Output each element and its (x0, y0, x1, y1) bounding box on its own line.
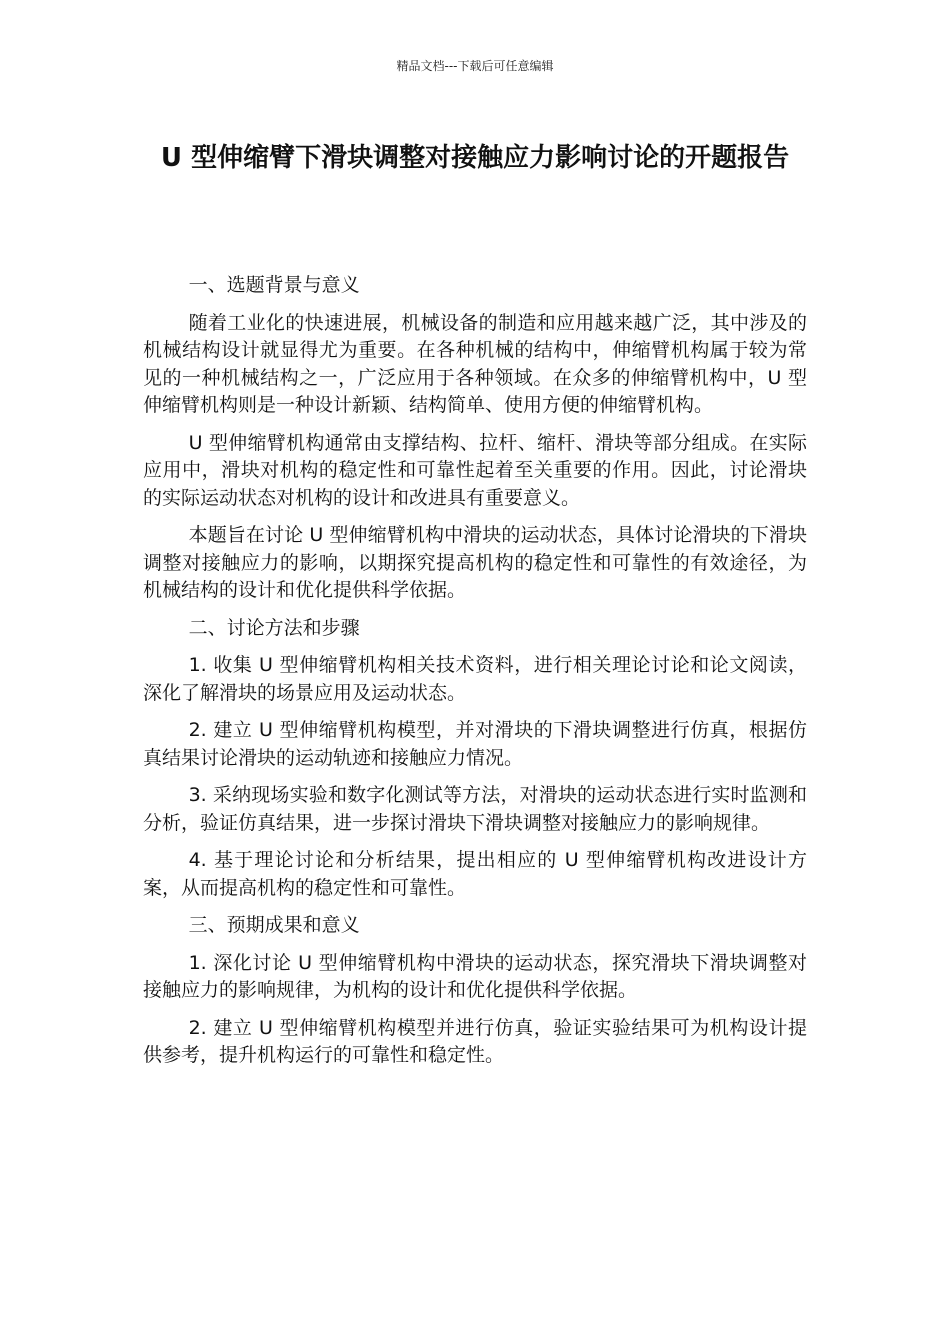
list-item: 4. 基于理论讨论和分析结果，提出相应的 U 型伸缩臂机构改进设计方案，从而提高机构的稳定性和可靠性。 (143, 849, 807, 899)
list-item: 2. 建立 U 型伸缩臂机构模型，并对滑块的下滑块调整进行仿真，根据仿真结果讨论滑块的运动轨迹和接触应力情况。 (143, 719, 807, 769)
paragraph: U 型伸缩臂机构通常由支撑结构、拉杆、缩杆、滑块等部分组成。在实际应用中，滑块对机构的稳定性和可靠性起着至关重要的作用。因此，讨论滑块的实际运动状态对机构的设计和改进具有重要意义。 (143, 431, 807, 509)
header-note: 精品文档---下载后可任意编辑 (396, 59, 554, 73)
list-item: 1. 深化讨论 U 型伸缩臂机构中滑块的运动状态，探究滑块下滑块调整对接触应力的影响规律，为机构的设计和优化提供科学依据。 (143, 951, 807, 1001)
paragraph: 随着工业化的快速进展，机械设备的制造和应用越来越广泛，其中涉及的机械结构设计就显得尤为重要。在各种机械的结构中，伸缩臂机构属于较为常见的一种机械结构之一，广泛应用于各种领域。在众多的伸缩臂机构中，U 型伸缩臂机构则是一种设计新颖、结构简单、使用方便的伸缩臂机构。 (143, 311, 807, 416)
section-heading-background: 一、选题背景与意义 (188, 274, 360, 296)
list-item: 2. 建立 U 型伸缩臂机构模型并进行仿真，验证实验结果可为机构设计提供参考，提升机构运行的可靠性和稳定性。 (143, 1016, 807, 1066)
document-title: U 型伸缩臂下滑块调整对接触应力影响讨论的开题报告 (160, 143, 790, 173)
section-heading-outcomes: 三、预期成果和意义 (188, 914, 360, 936)
section-heading-methods: 二、讨论方法和步骤 (188, 616, 360, 639)
paragraph: 本题旨在讨论 U 型伸缩臂机构中滑块的运动状态，具体讨论滑块的下滑块调整对接触应力的影响，以期探究提高机构的稳定性和可靠性的有效途径，为机械结构的设计和优化提供科学依据。 (143, 524, 807, 601)
list-item: 1. 收集 U 型伸缩臂机构相关技术资料，进行相关理论讨论和论文阅读，深化了解滑块的场景应用及运动状态。 (143, 654, 807, 704)
list-item: 3. 采纳现场实验和数字化测试等方法，对滑块的运动状态进行实时监测和分析，验证仿真结果，进一步探讨滑块下滑块调整对接触应力的影响规律。 (143, 784, 807, 834)
document-body (143, 272, 807, 1080)
